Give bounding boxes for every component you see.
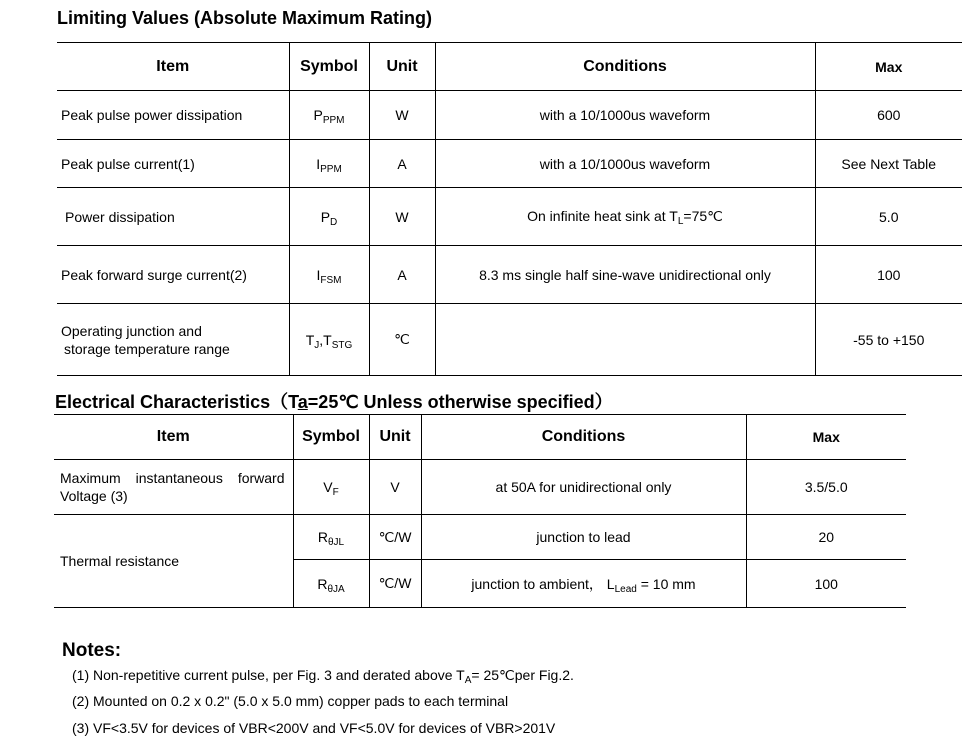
item-line1: Operating junction and (61, 322, 202, 339)
symbol-sub: J (314, 339, 320, 351)
symbol-main: P (313, 107, 323, 123)
cond-text-post: =75℃ (683, 208, 723, 224)
header-conditions: Conditions (435, 43, 815, 91)
symbol-sub-2: STG (331, 339, 353, 351)
symbol-main: R (317, 575, 328, 592)
header-max: Max (746, 415, 906, 460)
symbol-sub: PPM (320, 163, 342, 175)
header-conditions: Conditions (421, 415, 746, 460)
cond-sub: L (677, 216, 684, 227)
section2-title-post: =25℃ Unless otherwise specified） (307, 392, 613, 412)
symbol-main: P (320, 208, 331, 225)
section2-title-pre: Electrical Characteristics（T (55, 392, 298, 412)
symbol-main: I (316, 266, 321, 283)
table-row (57, 188, 962, 246)
cond-text: junction to ambient， L (471, 575, 615, 592)
electrical-characteristics-table (54, 414, 906, 608)
table-row (57, 246, 962, 304)
cell-symbol (289, 91, 369, 140)
table-row (57, 140, 962, 188)
cell-item: Power dissipation (57, 188, 289, 246)
cell-max: 100 (815, 246, 962, 304)
symbol-sub: F (332, 487, 339, 498)
section2-title (55, 388, 613, 414)
cell-max: 20 (746, 515, 906, 560)
header-item: Item (54, 415, 293, 460)
header-item: Item (57, 43, 289, 91)
cell-symbol (293, 515, 369, 560)
cell-conditions: at 50A for unidirectional only (421, 460, 746, 515)
cell-max: See Next Table (815, 140, 962, 188)
header-symbol: Symbol (289, 43, 369, 91)
symbol-main: I (316, 155, 321, 172)
table-row (57, 91, 962, 140)
header-max: Max (815, 43, 962, 91)
cell-unit: ℃ (369, 304, 435, 376)
cell-item: Peak pulse current(1) (57, 140, 289, 188)
table-row (57, 304, 962, 376)
cell-conditions: with a 10/1000us waveform (435, 91, 815, 140)
table-row (54, 515, 906, 560)
cell-symbol (289, 188, 369, 246)
note-1 (72, 667, 574, 684)
note-1-text-post: = 25℃per Fig.2. (471, 667, 574, 683)
cell-unit: ℃/W (369, 515, 421, 560)
cell-item (57, 304, 289, 376)
symbol-sub: θJL (328, 537, 345, 548)
symbol-main: T (305, 331, 315, 348)
cell-max: 100 (746, 560, 906, 608)
symbol-main-2: ,T (319, 331, 332, 348)
cell-item: Maximum instantaneous forward Voltage (3) (54, 460, 293, 515)
table-row (54, 460, 906, 515)
cell-max: -55 to +150 (815, 304, 962, 376)
header-symbol: Symbol (293, 415, 369, 460)
cell-unit: ℃/W (369, 560, 421, 608)
cell-item: Peak pulse power dissipation (57, 91, 289, 140)
cell-conditions: 8.3 ms single half sine-wave unidirectional only (435, 246, 815, 304)
table-header-row (54, 415, 906, 460)
cell-max: 600 (815, 91, 962, 140)
item-line2: storage temperature range (64, 340, 230, 357)
cell-unit: W (369, 188, 435, 246)
cell-conditions: junction to lead (421, 515, 746, 560)
cell-symbol (293, 460, 369, 515)
note-1-sub: A (464, 675, 472, 686)
cell-item: Thermal resistance (54, 515, 293, 608)
cond-text-post: = 10 mm (636, 575, 696, 592)
symbol-sub: θJA (327, 583, 345, 595)
cond-text: On infinite heat sink at T (527, 208, 678, 224)
cond-sub: Lead (614, 583, 637, 595)
cell-conditions (435, 304, 815, 376)
cell-conditions (435, 188, 815, 246)
symbol-main: R (317, 529, 328, 545)
cell-conditions (421, 560, 746, 608)
section2-title-a: a (297, 392, 308, 412)
note-2: (2) Mounted on 0.2 x 0.2" (5.0 x 5.0 mm) copper pads to each terminal (72, 693, 509, 709)
cell-unit: A (369, 246, 435, 304)
cell-conditions: with a 10/1000us waveform (435, 140, 815, 188)
cell-item: Peak forward surge current(2) (57, 246, 289, 304)
cell-unit: A (369, 140, 435, 188)
symbol-main: V (323, 479, 333, 495)
section1-title: Limiting Values (Absolute Maximum Rating) (57, 8, 433, 28)
note-1-text: (1) Non-repetitive current pulse, per Fig. 3 and derated above T (72, 667, 465, 683)
table-header-row (57, 43, 962, 91)
cell-symbol (289, 140, 369, 188)
cell-symbol (289, 304, 369, 376)
cell-symbol (293, 560, 369, 608)
header-unit: Unit (369, 43, 435, 91)
symbol-sub: D (330, 216, 338, 228)
cell-unit: W (369, 91, 435, 140)
symbol-sub: FSM (320, 274, 342, 286)
notes-title: Notes: (62, 640, 122, 661)
limiting-values-table (57, 42, 962, 376)
symbol-sub: PPM (322, 115, 345, 126)
cell-symbol (289, 246, 369, 304)
note-3: (3) VF<3.5V for devices of VBR<200V and VF<5.0V for devices of VBR>201V (72, 720, 556, 736)
cell-unit: V (369, 460, 421, 515)
cell-max: 3.5/5.0 (746, 460, 906, 515)
cell-max: 5.0 (815, 188, 962, 246)
header-unit: Unit (369, 415, 421, 460)
